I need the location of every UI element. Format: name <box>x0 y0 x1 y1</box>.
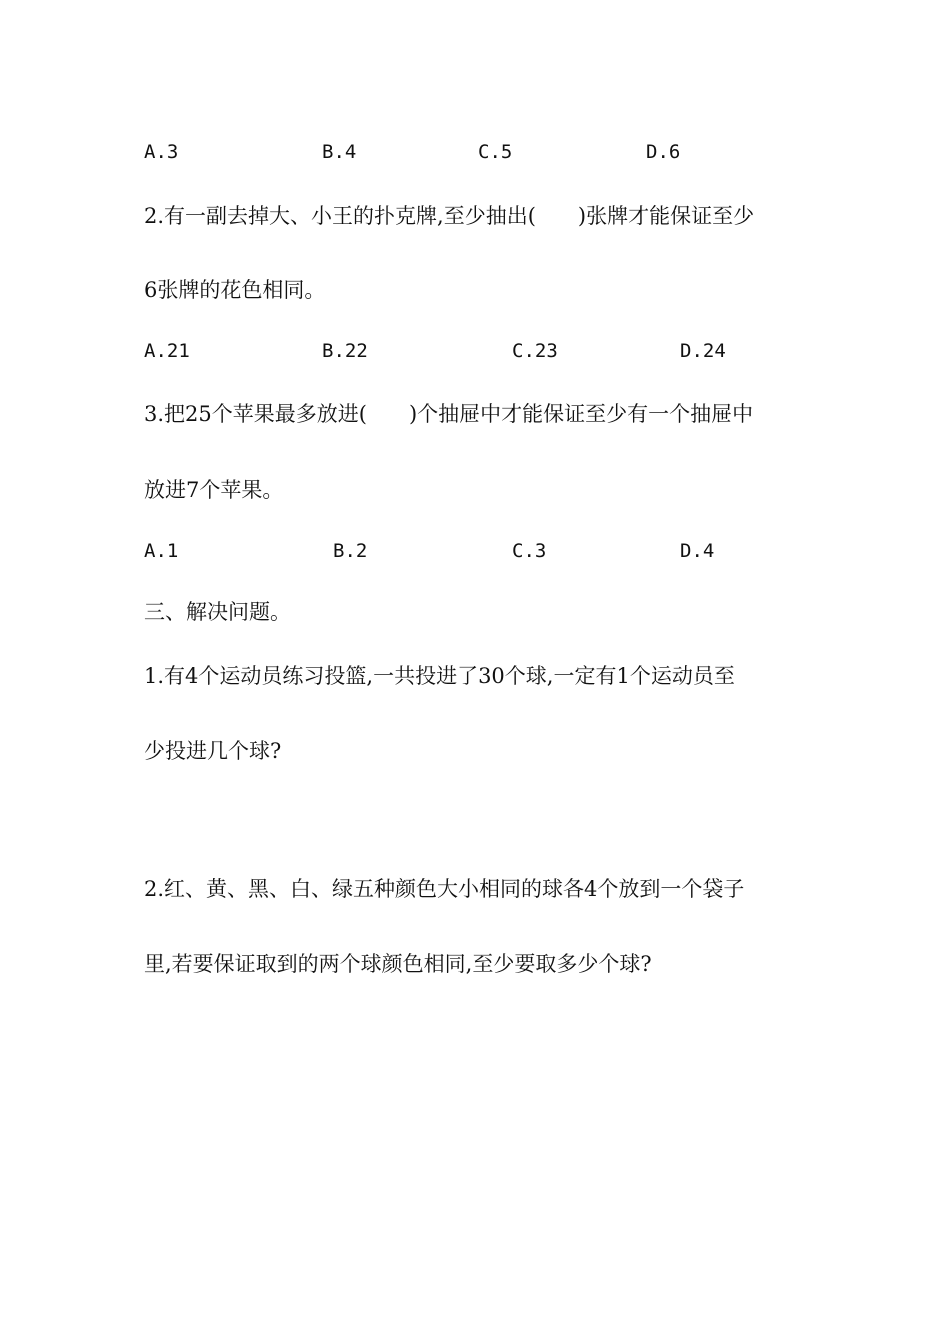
question-3-line-1: 3.把25个苹果最多放进( )个抽屉中才能保证至少有一个抽屉中 <box>144 402 754 426</box>
option-b: B.4 <box>322 141 357 163</box>
option-a: A.3 <box>144 141 179 163</box>
option-b: B.2 <box>333 540 368 562</box>
option-a: A.21 <box>144 340 190 362</box>
section-3-heading: 三、解决问题。 <box>144 600 291 624</box>
problem-2-line-2: 里,若要保证取到的两个球颜色相同,至少要取多少个球? <box>144 952 652 976</box>
question-2-line-1: 2.有一副去掉大、小王的扑克牌,至少抽出( )张牌才能保证至少 <box>144 204 755 228</box>
option-a: A.1 <box>144 540 179 562</box>
option-d: D.4 <box>680 540 715 562</box>
question-3-line-2: 放进7个苹果。 <box>144 478 284 502</box>
option-c: C.23 <box>512 340 558 362</box>
prev-question-options <box>0 138 950 166</box>
question-2-options <box>0 337 950 365</box>
question-2-line-2: 6张牌的花色相同。 <box>144 278 326 302</box>
option-c: C.3 <box>512 540 547 562</box>
problem-2-line-1: 2.红、黄、黑、白、绿五种颜色大小相同的球各4个放到一个袋子 <box>144 877 745 901</box>
option-d: D.6 <box>646 141 681 163</box>
problem-1-line-2: 少投进几个球? <box>144 739 282 763</box>
option-d: D.24 <box>680 340 726 362</box>
problem-1-line-1: 1.有4个运动员练习投篮,一共投进了30个球,一定有1个运动员至 <box>144 664 735 688</box>
question-3-options <box>0 537 950 565</box>
option-c: C.5 <box>478 141 513 163</box>
option-b: B.22 <box>322 340 368 362</box>
